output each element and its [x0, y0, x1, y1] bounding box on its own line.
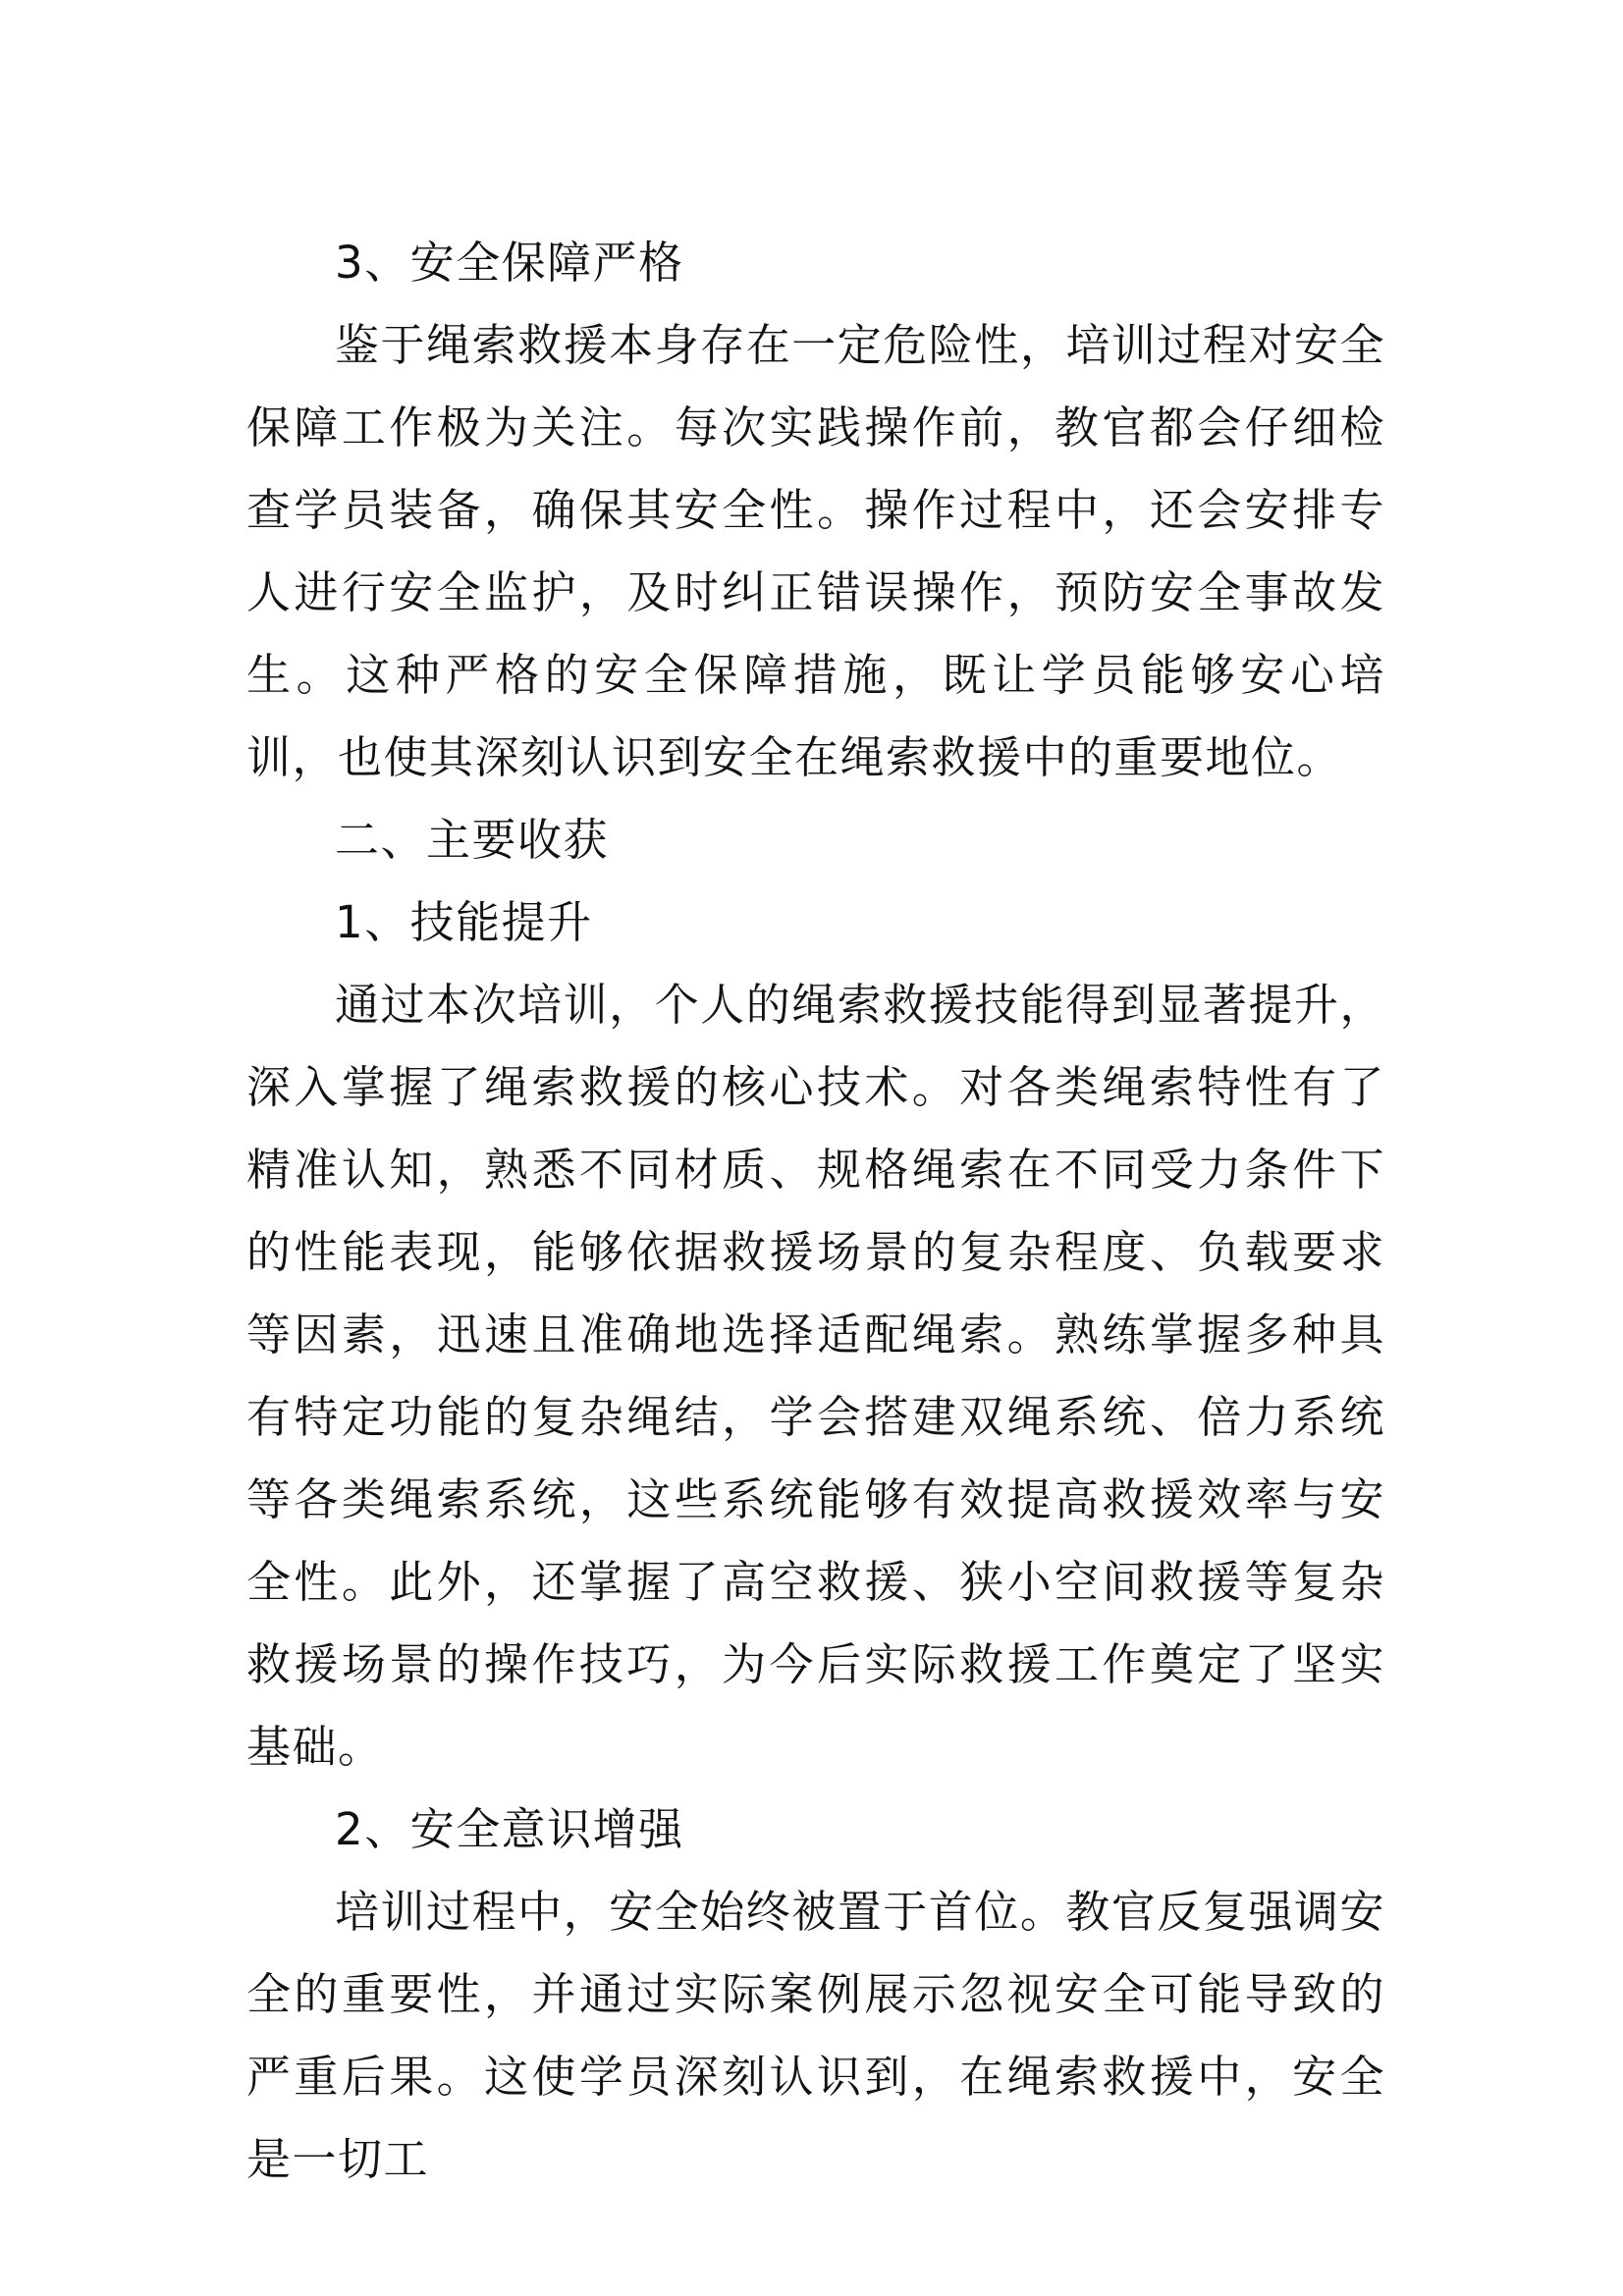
section-heading-main-gains: 二、主要收获 — [335, 814, 610, 866]
paragraph-skill-improvement: 通过本次培训，个人的绳索救援技能得到显著提升，深入掌握了绳索救援的核心技术。对各类绳索特性有了精准认知，熟悉不同材质、规格绳索在不同受力条件下的性能表现，能够依据救援场景的复杂程度、负载要求等因素，迅速且准确地选择适配绳索。熟练掌握多种具有特定功能的复杂绳结，学会搭建双绳系统、倍力系统等各类绳索系统，这些系统能够有效提高救援效率与安全性。此外，还掌握了高空救援、狭小空间救援等复杂救援场景的操作技巧，为今后实际救援工作奠定了坚实基础。 — [246, 979, 1385, 1773]
paragraph-safety-guarantee: 鉴于绳索救援本身存在一定危险性，培训过程对安全保障工作极为关注。每次实践操作前，教官都会仔细检查学员装备，确保其安全性。操作过程中，还会安排专人进行安全监护，及时纠正错误操作，预防安全事故发生。这种严格的安全保障措施，既让学员能够安心培训，也使其深刻认识到安全在绳索救援中的重要地位。 — [246, 319, 1385, 783]
section-heading-safety-awareness: 2、安全意识增强 — [335, 1803, 684, 1855]
section-heading-skill-improvement: 1、技能提升 — [335, 896, 593, 948]
paragraph-safety-awareness: 培训过程中，安全始终被置于首位。教官反复强调安全的重要性，并通过实际案例展示忽视安全可能导致的严重后果。这使学员深刻认识到，在绳索救援中，安全是一切工 — [246, 1886, 1385, 2185]
section-heading-safety-guarantee: 3、安全保障严格 — [335, 237, 684, 289]
document-body — [246, 222, 1385, 2201]
